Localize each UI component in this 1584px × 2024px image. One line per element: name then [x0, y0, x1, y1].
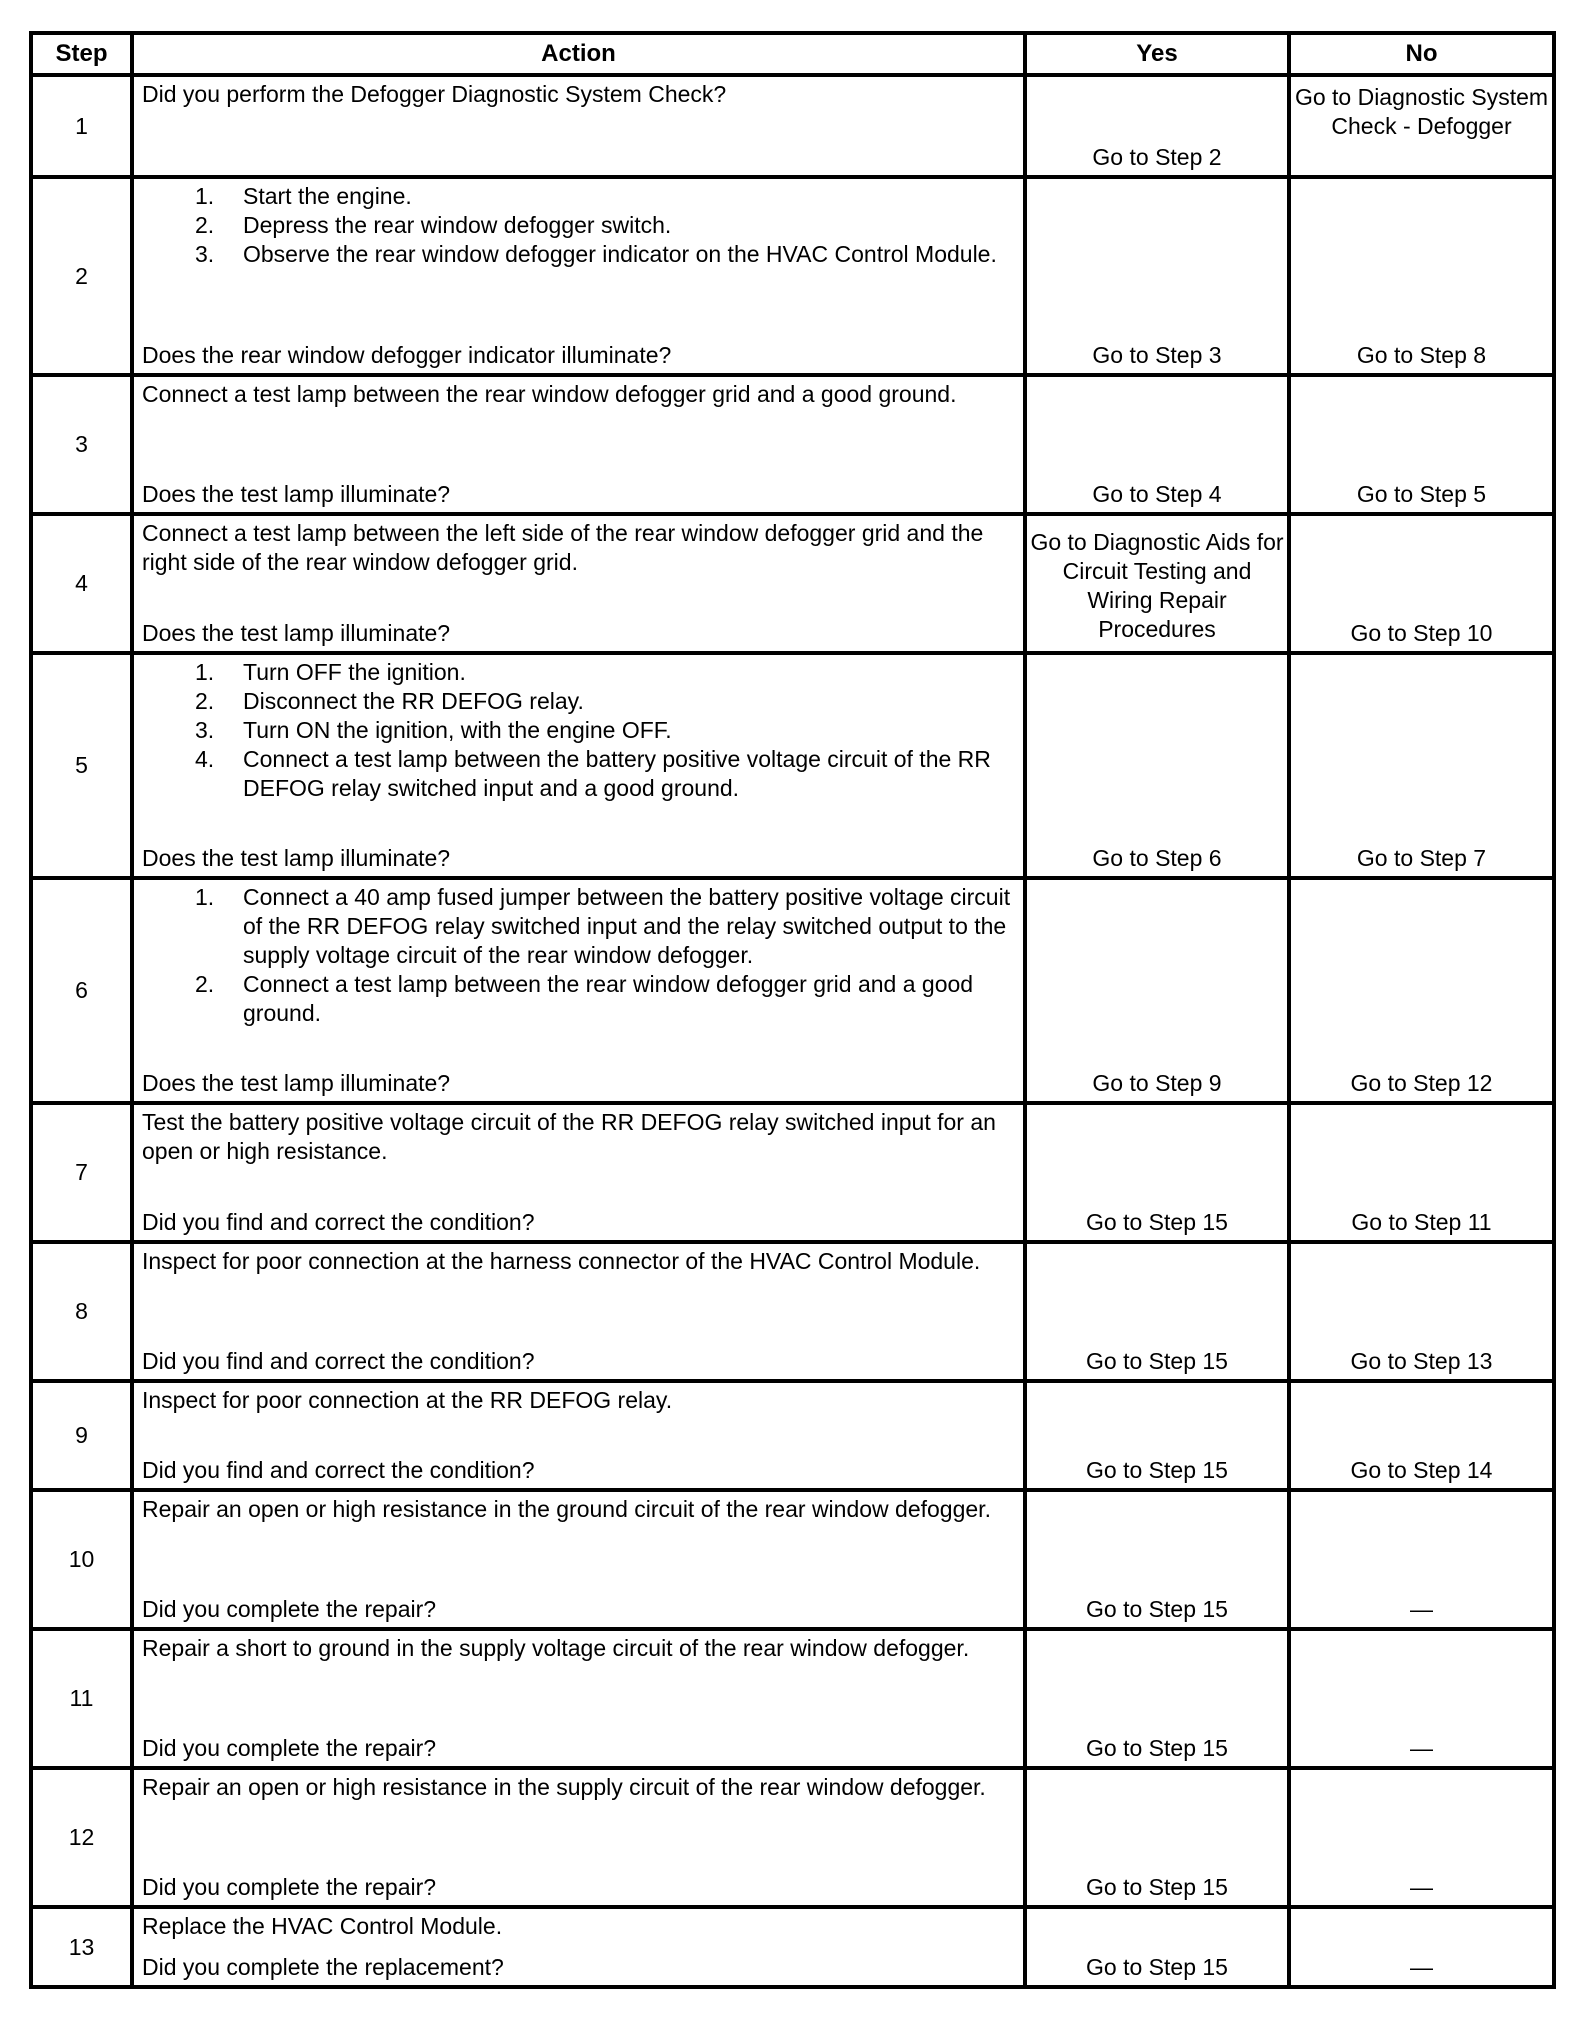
list-item-number: 1. [195, 659, 215, 685]
step-number: 2 [33, 179, 134, 373]
list-item-text: Connect a 40 amp fused jumper between the battery positive voltage circuit of the RR DEFOG relay switched input and the relay switched output to the supply voltage circuit of the rear window defogger. [243, 884, 1011, 968]
step-number: 10 [33, 1492, 134, 1627]
list-item [142, 883, 1015, 970]
action-question: Does the rear window defogger indicator illuminate? [142, 342, 672, 368]
header-step: Step [33, 35, 134, 73]
action-cell [134, 1909, 1027, 1985]
list-item-number: 4. [195, 746, 215, 772]
header-action: Action [134, 35, 1027, 73]
list-item-text: Turn ON the ignition, with the engine OFF. [243, 717, 672, 743]
table-row [33, 655, 1552, 880]
step-number: 11 [33, 1631, 134, 1766]
no-result-text: Go to Step 8 [1356, 342, 1487, 368]
action-cell [134, 1631, 1027, 1766]
diagnostic-table [29, 31, 1556, 1989]
list-item-text: Observe the rear window defogger indicator on the HVAC Control Module. [243, 241, 997, 267]
action-instruction: Repair a short to ground in the supply voltage circuit of the rear window defogger. [142, 1635, 970, 1661]
action-instruction: Inspect for poor connection at the harness connector of the HVAC Control Module. [142, 1248, 981, 1274]
action-step-list [142, 658, 1015, 803]
action-question: Did you complete the replacement? [142, 1954, 504, 1980]
yes-result-text: Go to Step 15 [1086, 1348, 1228, 1374]
no-result [1291, 1631, 1552, 1766]
no-result [1291, 1492, 1552, 1627]
no-result [1291, 880, 1552, 1101]
yes-result-text: Go to Step 6 [1092, 845, 1222, 871]
list-item-number: 2. [195, 971, 215, 997]
action-instruction: Replace the HVAC Control Module. [142, 1913, 503, 1939]
list-item-text: Start the engine. [243, 183, 412, 209]
step-number: 8 [33, 1244, 134, 1379]
list-item-number: 3. [195, 241, 215, 267]
table-row [33, 1909, 1552, 1985]
yes-result [1027, 1492, 1291, 1627]
yes-result [1027, 179, 1291, 373]
action-question: Does the test lamp illuminate? [142, 620, 451, 646]
table-header [33, 35, 1552, 77]
action-cell [134, 1383, 1027, 1488]
step-number: 1 [33, 77, 134, 175]
no-result [1291, 1105, 1552, 1240]
list-item [142, 240, 1015, 269]
yes-result-text: Go to Step 15 [1086, 1954, 1228, 1980]
step-number: 4 [33, 516, 134, 651]
action-cell [134, 1492, 1027, 1627]
list-item [142, 687, 1015, 716]
step-number: 7 [33, 1105, 134, 1240]
no-result-text: — [1410, 1874, 1433, 1900]
step-number: 12 [33, 1770, 134, 1905]
table-row [33, 1383, 1552, 1492]
action-cell [134, 1770, 1027, 1905]
no-result [1291, 1244, 1552, 1379]
yes-result-text: Go to Step 2 [1092, 144, 1222, 170]
yes-result [1027, 1105, 1291, 1240]
list-item-number: 1. [195, 884, 215, 910]
action-cell [134, 880, 1027, 1101]
no-result-text: Go to Step 11 [1351, 1209, 1492, 1235]
action-step-list [142, 182, 1015, 269]
action-instruction: Did you perform the Defogger Diagnostic System Check? [142, 81, 727, 107]
no-result [1291, 655, 1552, 876]
no-result-text: Go to Diagnostic System Check - Defogger [1294, 84, 1549, 139]
step-number: 3 [33, 377, 134, 512]
table-row [33, 179, 1552, 377]
action-cell [134, 1244, 1027, 1379]
yes-result [1027, 516, 1291, 651]
header-yes: Yes [1027, 35, 1291, 73]
list-item-text: Turn OFF the ignition. [243, 659, 466, 685]
yes-result [1027, 77, 1291, 175]
list-item [142, 658, 1015, 687]
yes-result-text: Go to Step 15 [1086, 1596, 1228, 1622]
no-result [1291, 1909, 1552, 1985]
no-result-text: Go to Step 13 [1350, 1348, 1493, 1374]
no-result-text: Go to Step 12 [1350, 1070, 1493, 1096]
step-number: 5 [33, 655, 134, 876]
no-result-text: — [1410, 1735, 1433, 1761]
action-instruction: Connect a test lamp between the rear window defogger grid and a good ground. [142, 381, 957, 407]
table-row [33, 1770, 1552, 1909]
yes-result [1027, 880, 1291, 1101]
no-result [1291, 1383, 1552, 1488]
yes-result-text: Go to Step 15 [1086, 1457, 1228, 1483]
table-row [33, 1244, 1552, 1383]
action-question: Did you find and correct the condition? [142, 1209, 535, 1235]
table-row [33, 516, 1552, 655]
step-number: 13 [33, 1909, 134, 1985]
yes-result-text: Go to Step 4 [1092, 481, 1222, 507]
action-cell [134, 655, 1027, 876]
list-item-number: 3. [195, 717, 215, 743]
action-instruction: Inspect for poor connection at the RR DEFOG relay. [142, 1387, 673, 1413]
action-question: Did you complete the repair? [142, 1596, 437, 1622]
action-cell [134, 1105, 1027, 1240]
yes-result-text: Go to Step 15 [1086, 1874, 1228, 1900]
list-item-text: Connect a test lamp between the battery positive voltage circuit of the RR DEFOG relay switched input and a good ground. [243, 746, 991, 801]
no-result-text: Go to Step 7 [1356, 845, 1487, 871]
yes-result [1027, 1770, 1291, 1905]
no-result-text: Go to Step 10 [1350, 620, 1493, 646]
action-instruction: Connect a test lamp between the left side of the rear window defogger grid and the right side of the rear window defogger grid. [142, 520, 990, 575]
no-result [1291, 377, 1552, 512]
yes-result-text: Go to Step 3 [1092, 342, 1222, 368]
list-item-text: Depress the rear window defogger switch. [243, 212, 672, 238]
action-cell [134, 179, 1027, 373]
yes-result-text: Go to Step 9 [1092, 1070, 1222, 1096]
list-item [142, 745, 1015, 803]
action-instruction: Repair an open or high resistance in the supply circuit of the rear window defogger. [142, 1774, 986, 1800]
table-row [33, 880, 1552, 1105]
no-result-text: Go to Step 14 [1350, 1457, 1493, 1483]
yes-result-text: Go to Diagnostic Aids for Circuit Testing and Wiring Repair Procedures [1030, 529, 1284, 642]
action-cell [134, 377, 1027, 512]
list-item-number: 2. [195, 688, 215, 714]
step-number: 9 [33, 1383, 134, 1488]
list-item [142, 182, 1015, 211]
action-question: Did you complete the repair? [142, 1874, 437, 1900]
action-cell [134, 77, 1027, 175]
action-question: Did you complete the repair? [142, 1735, 437, 1761]
header-no: No [1405, 40, 1438, 67]
action-instruction: Test the battery positive voltage circuit of the RR DEFOG relay switched input for an open or high resistance. [142, 1109, 1003, 1164]
table-row [33, 1105, 1552, 1244]
list-item-number: 1. [195, 183, 215, 209]
action-question: Does the test lamp illuminate? [142, 1070, 451, 1096]
yes-result [1027, 1631, 1291, 1766]
list-item-number: 2. [195, 212, 215, 238]
action-question: Does the test lamp illuminate? [142, 481, 451, 507]
no-result [1291, 77, 1552, 175]
no-result-text: Go to Step 5 [1356, 481, 1487, 507]
list-item [142, 716, 1015, 745]
no-result-text: — [1410, 1596, 1433, 1622]
action-question: Did you find and correct the condition? [142, 1348, 535, 1374]
action-question: Does the test lamp illuminate? [142, 845, 451, 871]
action-cell [134, 516, 1027, 651]
yes-result [1027, 1244, 1291, 1379]
list-item [142, 970, 1015, 1028]
yes-result [1027, 1383, 1291, 1488]
yes-result-text: Go to Step 15 [1086, 1735, 1228, 1761]
action-question: Did you find and correct the condition? [142, 1457, 535, 1483]
no-result-text: — [1410, 1954, 1433, 1980]
table-row [33, 1492, 1552, 1631]
list-item [142, 211, 1015, 240]
table-row [33, 377, 1552, 516]
yes-result [1027, 655, 1291, 876]
yes-result [1027, 377, 1291, 512]
step-number: 6 [33, 880, 134, 1101]
table-row [33, 77, 1552, 179]
table-row [33, 1631, 1552, 1770]
list-item-text: Disconnect the RR DEFOG relay. [243, 688, 584, 714]
action-instruction: Repair an open or high resistance in the ground circuit of the rear window defogger. [142, 1496, 991, 1522]
no-result [1291, 1770, 1552, 1905]
no-result [1291, 179, 1552, 373]
no-result [1291, 516, 1552, 651]
yes-result-text: Go to Step 15 [1086, 1209, 1228, 1235]
action-step-list [142, 883, 1015, 1028]
yes-result [1027, 1909, 1291, 1985]
list-item-text: Connect a test lamp between the rear window defogger grid and a good ground. [243, 971, 974, 1026]
